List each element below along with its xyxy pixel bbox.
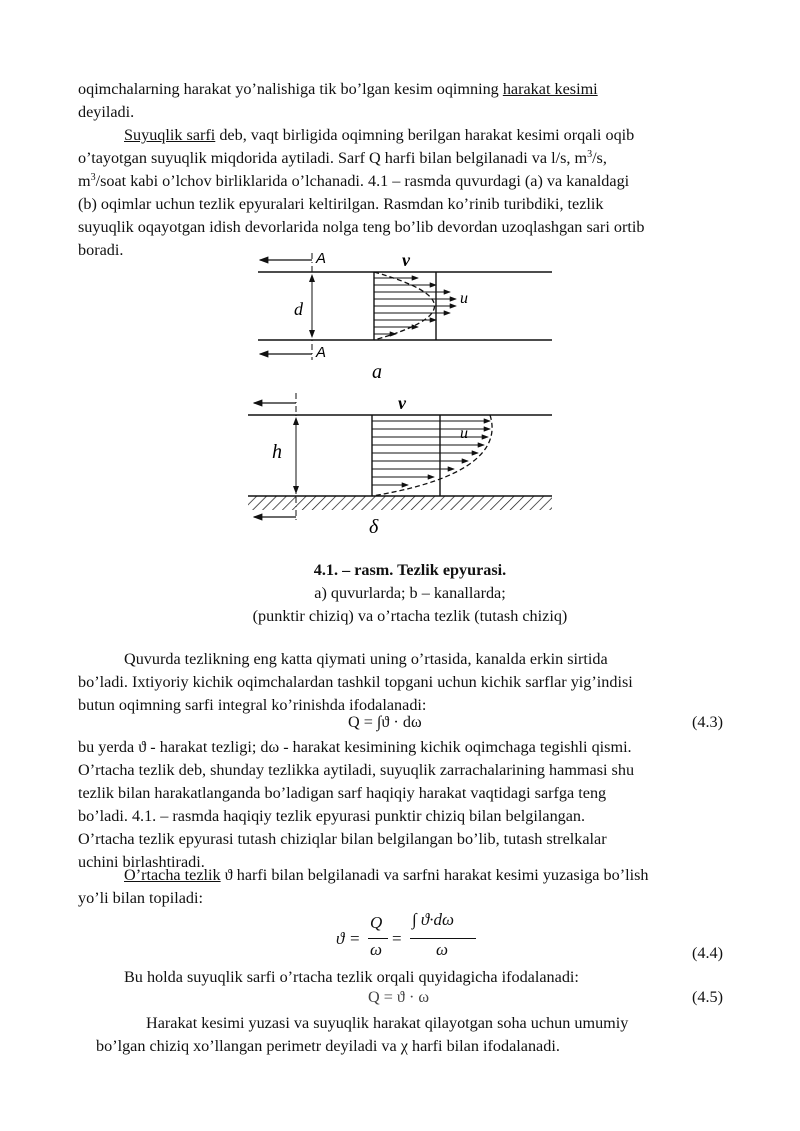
- para5-line1: O’rtacha tezlik ϑ harfi bilan belgilanadi va sarfni harakat kesimi yuzasiga bo’lish: [124, 866, 649, 884]
- label-v-pipe: v: [402, 250, 410, 270]
- eq44-num1: Q: [370, 913, 383, 932]
- velocity-profile-figure: [240, 245, 560, 540]
- label-h: h: [272, 441, 282, 463]
- label-A-top: A: [316, 250, 327, 267]
- para7-line1: Harakat kesimi yuzasi va suyuqlik harakat qilayotgan soha uchun umumiy: [146, 1014, 629, 1032]
- figure-caption-title: 4.1. – rasm. Tezlik epyurasi.: [313, 561, 507, 579]
- label-u-pipe: u: [460, 290, 468, 307]
- para5-line2: yo’li bilan topiladi:: [78, 889, 203, 907]
- figure-caption-line3: (punktir chiziq) va o’rtacha tezlik (tutash chiziq): [252, 607, 568, 625]
- para2-line3: $m^3$/soat kabi o’lchov birliklarida o’lchanadi. 4.1 – rasmda quvurdagi (a) va kanaldagi: [78, 172, 630, 190]
- eq44-den2: ω: [436, 940, 449, 959]
- para4-line3: tezlik bilan harakatlanganda bo’ladigan sarf haqiqiy harakat vaqtidagi sarfga teng: [78, 784, 607, 802]
- term-ortacha-tezlik: O’rtacha tezlik: [124, 866, 221, 884]
- eq44-den1: ω: [370, 940, 383, 959]
- equation-4-5: Q = ϑ · ω: [368, 988, 430, 1006]
- label-d: d: [294, 299, 303, 319]
- channel-velocity-profile: [372, 415, 492, 496]
- para1-line2: deyiladi.: [78, 103, 135, 121]
- para6-line1: Bu holda suyuqlik sarfi o’rtacha tezlik orqali quyidagicha ifodalanadi:: [124, 968, 579, 986]
- eq44-eq2: =: [392, 929, 402, 948]
- para4-line5: O’rtacha tezlik epyurasi tutash chiziqlar bilan belgilangan bo’lib, tutash strelkalar: [78, 830, 607, 848]
- equation-4-5-number: (4.5): [691, 988, 723, 1006]
- label-a: a: [372, 361, 382, 383]
- term-suyuqlik-sarfi: Suyuqlik sarfi: [124, 126, 216, 144]
- para4-line6: uchini birlashtiradi.: [78, 853, 205, 871]
- para2-line2: o’tayotgan suyuqlik miqdorida aytiladi. Sarf Q harfi bilan belgilanadi va l/s, $m^3/s$,: [78, 149, 607, 167]
- eq44-lhs: ϑ: [336, 929, 345, 948]
- para4-line2: O’rtacha tezlik deb, shunday tezlikka aytiladi, suyuqlik zarrachalarining hammasi shu: [78, 761, 635, 779]
- equation-4-4-number: (4.4): [691, 944, 723, 962]
- figure-caption-line2: a) quvurlarda; b – kanallarda;: [314, 584, 506, 602]
- label-u-channel: u: [460, 425, 468, 442]
- channel-bed-hatch: [248, 496, 552, 510]
- para7-line2: bo’lgan chiziq xo’llangan perimetr deyiladi va χ harfi bilan ifodalanadi.: [96, 1037, 560, 1055]
- eq44-num2: ∫ ϑ·dω: [412, 910, 455, 929]
- para4-line1: bu yerda ϑ - harakat tezligi; dω - harakat kesimining kichik oqimchaga tegishli qismi.: [78, 738, 632, 756]
- label-A-bottom: A: [316, 344, 327, 361]
- para3-line2: bo’ladi. Ixtiyoriy kichik oqimchalardan tashkil topgani uchun kichik sarflar yig’indisi: [78, 673, 633, 691]
- para2-line4: (b) oqimlar uchun tezlik epyuralari keltirilgan. Rasmdan ko’rinib turibdiki, tezlik: [78, 195, 604, 213]
- term-harakat-kesimi: harakat kesimi: [502, 80, 598, 98]
- eq44-bar2: [410, 938, 476, 939]
- eq44-eq1: =: [350, 929, 360, 948]
- para3-line1: Quvurda tezlikning eng katta qiymati uning o’rtasida, kanalda erkin sirtida: [124, 650, 608, 668]
- para2-line1: Suyuqlik sarfi deb, vaqt birligida oqimning berilgan harakat kesimi orqali oqib: [124, 126, 635, 144]
- pipe-diagram: [258, 250, 552, 383]
- eq44-bar1: [368, 938, 388, 939]
- equation-4-4: [336, 908, 496, 968]
- para2-line5: suyuqlik oqayotgan idish devorlarida nolga teng bo’lib devordan uzoqlashgan sari ortib: [78, 218, 645, 236]
- para1-line1: oqimchalarning harakat yo’nalishiga tik bo’lgan kesim oqimning harakat kesimi: [78, 80, 598, 98]
- para2-line6: boradi.: [78, 241, 124, 259]
- equation-4-3: Q = ∫ϑ · dω: [348, 713, 422, 731]
- channel-diagram: [248, 393, 552, 538]
- para3-line3: butun oqimning sarfi integral ko’rinishda ifodalanadi:: [78, 696, 427, 714]
- label-b: δ: [369, 516, 379, 538]
- label-v-channel: v: [398, 393, 406, 413]
- equation-4-3-number: (4.3): [691, 713, 723, 731]
- para4-line4: bo’ladi. 4.1. – rasmda haqiqiy tezlik epyurasi punktir chiziq bilan belgilangan.: [78, 807, 586, 825]
- channel-velocity-arrows: [372, 421, 490, 485]
